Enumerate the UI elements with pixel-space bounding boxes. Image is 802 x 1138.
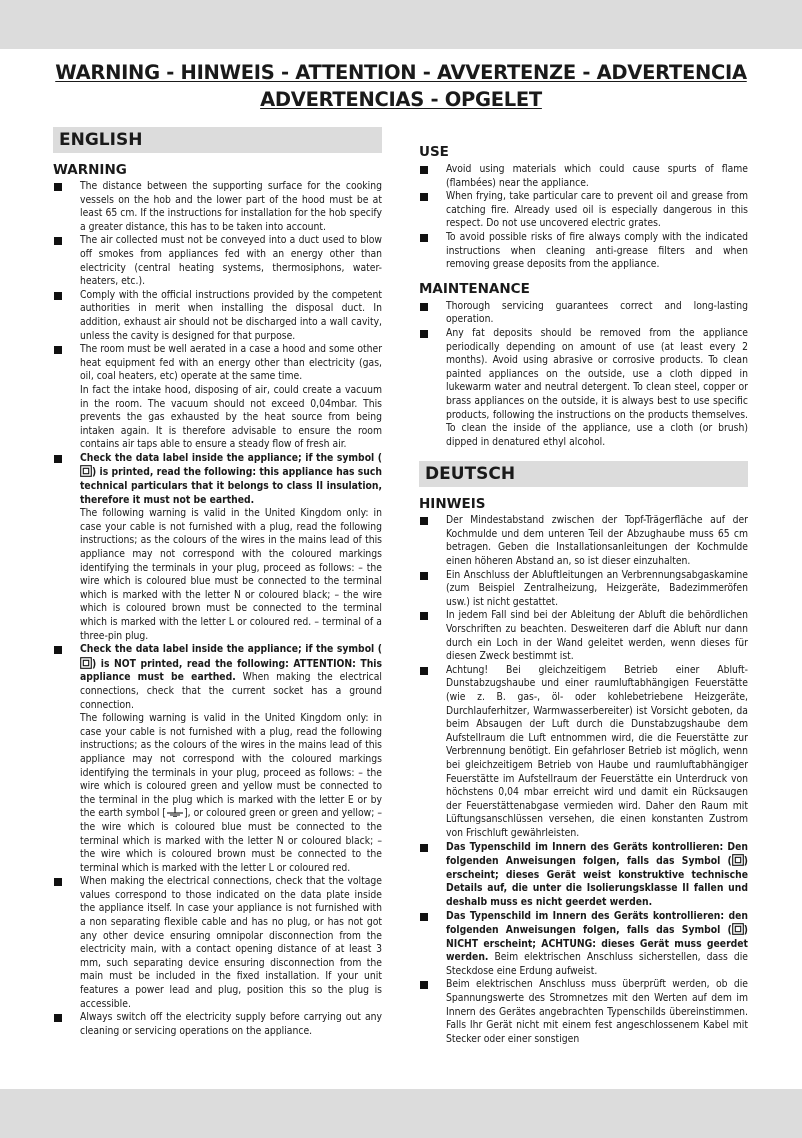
hinweis-text: Achtung! Bei gleichzeitigem Betrieb einer Abluft-Dunstabzugshaube und einer raumluftabhängigen Feuerstätte (wie z. B. gas-, öl- oder kohlebetriebene Heizgeräte, Durchlauferhitzer, Warmwasserbereiter) ist Vorsicht geboten, da beim Absaugen der Luft durch die Dunstabzugshaube dem Aufstellraum die Luft entnommen wird, die die Feuerstätte zur Verbrennung benötigt. Ein gefahrloser Betrieb ist möglich, wenn bei gleichzeitigem Betrieb von Haube und raumluftabhängiger Feuerstätte im Aufstellraum der Feuerstätte ein Unterdruck von höchstens 0,04 mbar erreicht wird und damit ein Rücksaugen der Feuerstättenabgase vermieden wird. Daher den Raum mit Lüftungsanschlüssen versehen, die einen konstanten Zustrom von Frischluft gewährleisten. [446,663,748,839]
use-text: To avoid possible risks of fire always comply with the indicated instructions when cleaning anti-grease filters and when removing grease deposits from the appliance. [446,230,748,271]
class2-warning-item [53,452,382,643]
class1-bold-a: Check the data label inside the appliance; if the symbol ( [80,643,382,656]
language-heading-english: ENGLISH [53,127,382,153]
class1-body-b: ], or coloured green or green and yellow; – the wire which is coloured blue must be connected to the terminal which is marked with the letter N or coloured black; – the wire which is coloured brown must be connected to the terminal which is marked with the letter L or coloured red. [80,807,382,874]
bullet-icon [54,292,62,300]
bullet-icon [420,844,428,852]
use-heading: USE [419,144,449,160]
maintenance-text: Thorough servicing guarantees correct and long-lasting operation. [446,299,748,326]
warning-item [53,289,382,343]
hinweis-class1-bold-a: Das Typenschild im Innern des Geräts kontrollieren: den folgenden Anweisungen folgen, falls das Symbol ( [446,909,748,937]
hinweis-item [419,664,748,841]
left-column [53,127,382,1038]
hinweis-class2-text [446,841,748,910]
bullet-icon [420,572,428,580]
warning-text: The distance between the supporting surface for the cooking vessels on the hob and the lower part of the hood must be at least 65 cm. If the instructions for installation for the hob specify a greater distance, this has to be taken into account. [80,180,382,233]
earth-symbol-icon [166,807,184,817]
class2-bold-text [80,452,382,507]
title-line-1: WARNING - HINWEIS - ATTENTION - AVVERTENZE - ADVERTENCIA [55,61,747,84]
warning-text: The room must be well aerated in a case a hood and some other heat equipment fed with an energy other than electricity (gas, oil, coal heaters, etc) operate at the same time. [80,343,382,383]
class-ii-symbol-icon [80,657,92,669]
manual-page [0,49,802,1089]
warning-item [53,234,382,288]
bullet-icon [54,878,62,886]
hinweis-class2-bold-a: Das Typenschild im Innern des Geräts kontrollieren: Den folgenden Anweisungen folgen, falls das Symbol ( [446,840,748,868]
hinweis-class1-bold-b: ) NICHT erscheint; ACHTUNG: dieses Gerät muss geerdet werden. [446,924,748,964]
hinweis-item [419,514,748,568]
class2-bold-b: ) is printed, read the following: this appliance has such technical particulars that it belongs to class II insulation, therefore it must not be earthed. [80,466,382,506]
use-text: When frying, take particular care to prevent oil and grease from catching fire. Already used oil is especially dangerous in this respect. Do not use uncovered electric grates. [446,190,748,230]
bullet-icon [420,913,428,921]
bullet-icon [420,193,428,201]
hinweis-class1-item [419,910,748,979]
class1-warning-item [53,643,382,875]
title-line-2: ADVERTENCIAS - OPGELET [260,88,542,111]
bullet-icon [54,646,62,654]
bullet-icon [54,237,62,245]
warning-item [53,343,382,452]
right-column [419,144,748,1046]
use-item [419,163,748,190]
warning-text: In fact the intake hood, disposing of air, could create a vacuum in the room. The vacuum should not exceed 0,04mbar. This prevents the gas exhausted by the heat source from being intaken again. It is therefore advisable to ensure the room contains air taps able to ensure a steady flow of fresh air. [80,383,382,451]
page-title [40,59,762,113]
class-ii-symbol-icon [732,854,744,866]
class2-body-text: The following warning is valid in the United Kingdom only: in case your cable is not furnished with a plug, read the following instructions; as the colours of the wires in the mains lead of this appliance may not correspond with the coloured markings identifying the terminals in your plug, proceed as follows: – the wire which is coloured blue must be connected to the terminal which is marked with the letter N or coloured black; – the wire which is coloured brown must be connected to the terminal which is marked with the letter L or coloured red. – terminal of a three-pin plug. [80,507,382,642]
hinweis-class2-item [419,841,748,910]
bullet-icon [420,234,428,242]
warning-text: When making the electrical connections, check that the voltage values correspond to those indicated on the data plate inside the appliance itself. In case your appliance is not furnished with a non separating flexible cable and has no plug, or has not got any other device ensuring omnipolar disconnection from the electricity main, with a contact opening distance of at least 3 mm, such separating device ensuring disconnection from the main must be included in the fixed installation. If your unit features a power lead and plug, position this so the plug is accessible. [80,875,382,1010]
hinweis-class1-normal: Beim elektrischen Anschluss sicherstellen, dass die Steckdose eine Erdung aufweist. [446,951,748,977]
bullet-icon [54,1014,62,1022]
bullet-icon [420,667,428,675]
bullet-icon [420,981,428,989]
bullet-icon [54,183,62,191]
hinweis-text: Der Mindestabstand zwischen der Topf-Trägerfläche auf der Kochmulde und dem unteren Teil der Abzughaube muss 65 cm betragen. Geben die Installationsanleitungen der Kochmulde einen höheren Abstand an, so ist dieser einzuhalten. [446,514,748,568]
hinweis-item [419,569,748,610]
maintenance-item [419,327,748,449]
hinweis-class2-bold-b: ) erscheint; dieses Gerät weist konstruktive technische Details auf, die unter die Isolierungsklasse II fallen und deshalb muss es nicht geerdet werden. [446,855,748,908]
bullet-icon [54,346,62,354]
bullet-icon [420,612,428,620]
class2-bold-a: Check the data label inside the appliance; if the symbol ( [80,451,382,464]
hinweis-item [419,978,748,1046]
hinweis-text: In jedem Fall sind bei der Ableitung der Abluft die behördlichen Vorschriften zu beachten. Desweiteren darf die Abluft nur dann durch ein Loch in der Wand geleitet werden, wenn dieses für diesen Zweck bestimmt ist. [446,609,748,663]
warning-text: Comply with the official instructions provided by the competent authorities in merit when installing the disposal duct. In addition, exhaust air should not be discharged into a wall cavity, unless the cavity is designed for that purpose. [80,288,382,342]
maintenance-heading: MAINTENANCE [419,280,530,297]
maintenance-text: Any fat deposits should be removed from the appliance periodically depending on amount of use (at least every 2 months). Avoid using abrasive or corrosive products. To clean painted appliances on the outside, use a cloth dipped in lukewarm water and neutral detergent. To clean steel, copper or brass appliances on the outside, it is always best to use specific products, following the instructions on the products themselves. To clean the inside of the appliance, use a cloth (or brush) dipped in denatured ethyl alcohol. [446,326,748,448]
warning-text: The air collected must not be conveyed into a duct used to blow off smokes from appliances fed with an energy other than electricity (central heating systems, thermosiphons, water-heaters, etc.). [80,234,382,288]
warning-item [53,1011,382,1038]
bullet-icon [420,166,428,174]
bullet-icon [54,455,62,463]
class-ii-symbol-icon [732,923,744,935]
use-item [419,231,748,272]
use-item [419,190,748,231]
warning-item [53,180,382,234]
maintenance-item [419,300,748,327]
warning-item [53,875,382,1011]
class-ii-symbol-icon [80,465,92,477]
hinweis-text: Ein Anschluss der Abluftleitungen an Verbrennungsabgaskamine (zum Beispiel Zentralheizung, Heizgeräte, Badezimmeröfen usw.) ist nicht gestattet. [446,568,748,608]
hinweis-text: Beim elektrischen Anschluss muss überprüft werden, ob die Spannungswerte des Stromnetzes mit den Werten auf dem im Innern des Gerätes angebrachten Typenschilds übereinstimmen. Falls Ihr Gerät nicht mit einem fest angeschlossenem Kabel mit Stecker oder einer sonstigen [446,978,748,1045]
use-text: Avoid using materials which could cause spurts of flame (flambées) near the appliance. [446,163,748,189]
bullet-icon [420,330,428,338]
hinweis-class1-text [446,910,748,979]
class1-normal: When making the electrical connections, check that the current socket has a ground connection. [80,671,382,711]
class1-text [80,643,382,712]
bullet-icon [420,303,428,311]
language-heading-deutsch: DEUTSCH [419,461,748,487]
hinweis-heading: HINWEIS [419,496,486,513]
warning-text: Always switch off the electricity supply before carrying out any cleaning or servicing operations on the appliance. [80,1011,382,1037]
warning-heading: WARNING [53,162,127,178]
class1-body-text [80,712,382,875]
bullet-icon [420,517,428,525]
class1-body-a: The following warning is valid in the United Kingdom only: in case your cable is not furnished with a plug, read the following instructions; as the colours of the wires in the mains lead of this appliance may not correspond with the coloured markings identifying the terminals in your plug, proceed as follows: – the wire which is coloured green and yellow must be connected to the terminal in the plug which is marked with the letter E or by the earth symbol [ [80,712,382,820]
hinweis-item [419,609,748,663]
class1-bold-b: ) is NOT printed, read the following: ATTENTION: This appliance must be earthed. [80,657,382,684]
